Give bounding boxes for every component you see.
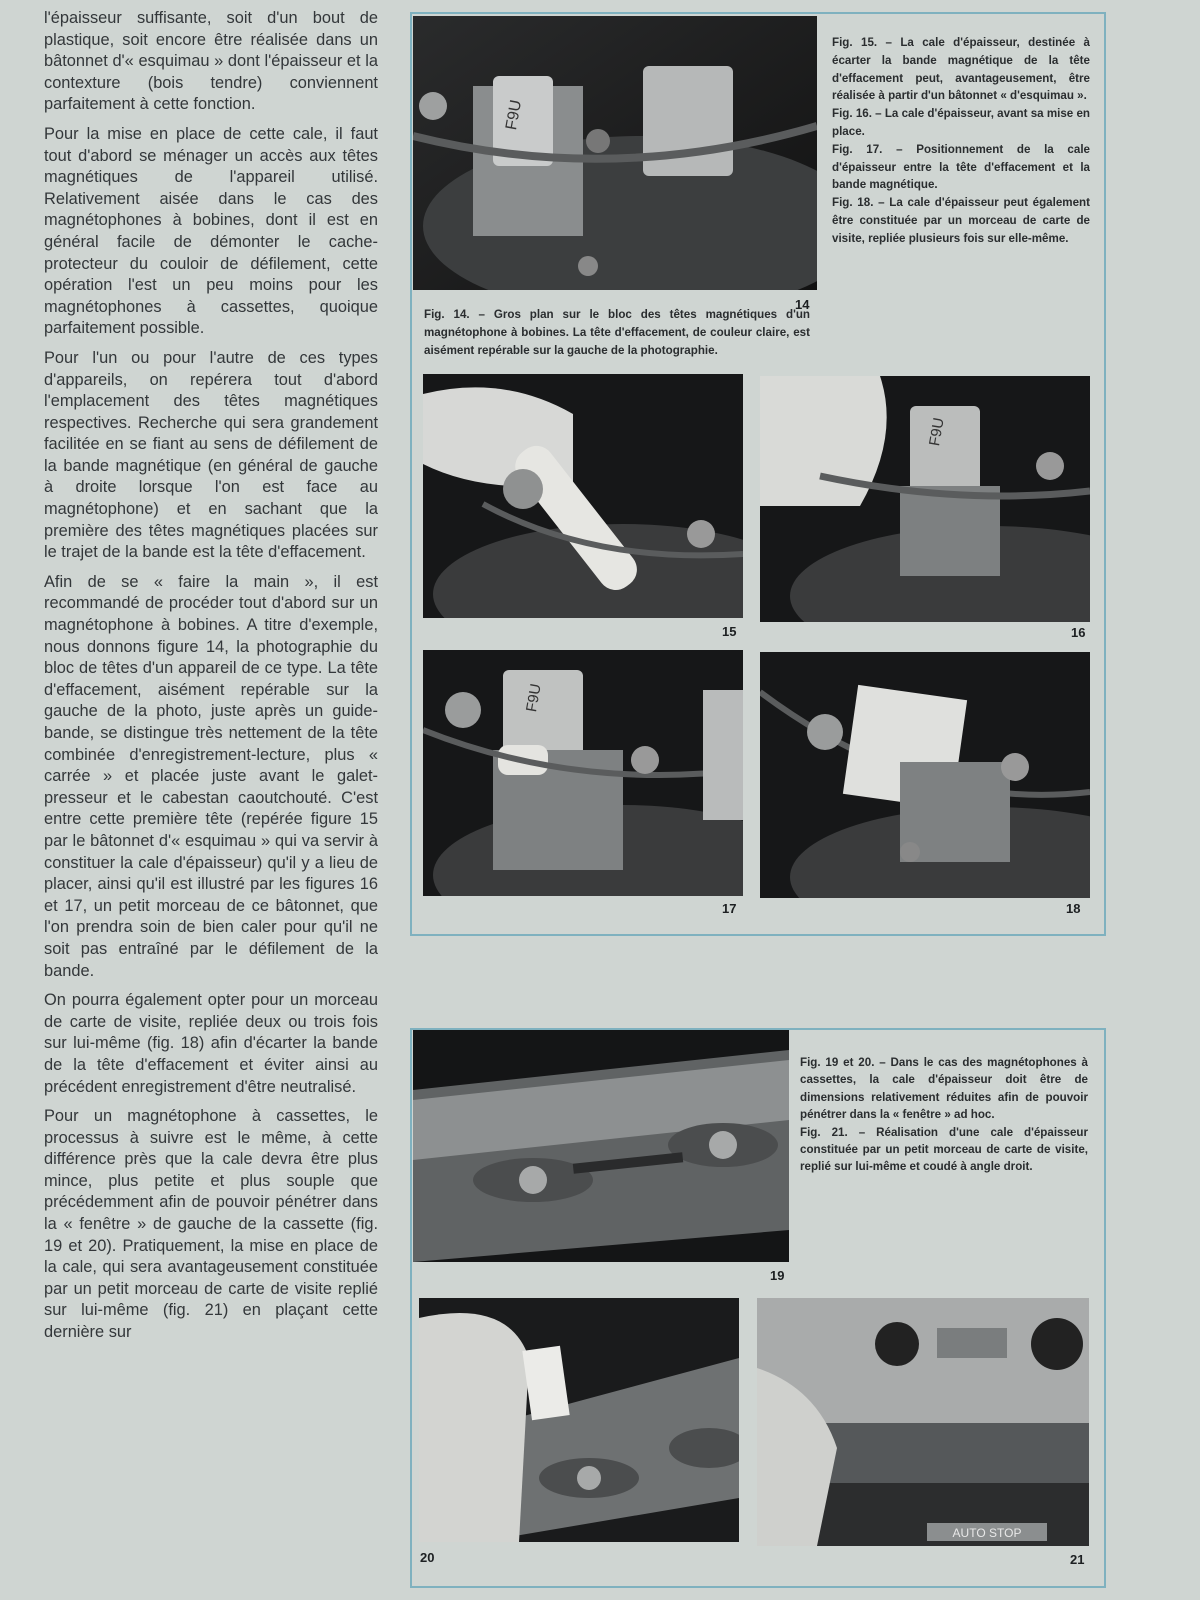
- photo-fig-20: [419, 1298, 739, 1542]
- caption-fig-16: Fig. 16. – La cale d'épaisseur, avant sa mise en place.: [832, 107, 1090, 138]
- fig16-head-label: F9U: [926, 416, 948, 448]
- captions-fig-19-21: [800, 1054, 1088, 1176]
- figure-number-21: 21: [1070, 1552, 1085, 1567]
- figure-number-16: 16: [1071, 625, 1086, 640]
- photo-fig-19-image: [413, 1030, 789, 1262]
- figure-number-19: 19: [770, 1268, 785, 1283]
- caption-fig-18: Fig. 18. – La cale d'épaisseur peut également être constituée par un morceau de carte de visite, repliée plusieurs fois sur elle-même.: [832, 196, 1090, 245]
- photo-fig-17: [423, 650, 743, 896]
- caption-fig-21: Fig. 21. – Réalisation d'une cale d'épaisseur constituée par un petit morceau de carte de visite, replié sur lui-même et coudé à angle droit.: [800, 1125, 1088, 1174]
- photo-fig-15-image: [423, 374, 743, 618]
- article-text-column: [44, 8, 378, 1352]
- article-paragraph: On pourra également opter pour un morceau de carte de visite, repliée deux ou trois fois sur lui-même (fig. 18) afin d'écarter la bande de la tête d'effacement et éviter ainsi au précédent enregistrement d'être neutralisé.: [44, 991, 378, 1096]
- caption-fig-15: Fig. 15. – La cale d'épaisseur, destinée à écarter la bande magnétique de la tête d'effacement peut, avantageusement, être réalisée à partir d'un bâtonnet « d'esquimau ».: [832, 36, 1090, 103]
- fig14-head-label: F9U: [503, 98, 526, 132]
- photo-fig-14-image: [413, 16, 817, 290]
- caption-fig-14: Fig. 14. – Gros plan sur le bloc des têtes magnétiques d'un magnétophone à bobines. La tête d'effacement, de couleur claire, est aisément repérable sur la gauche de la photographie.: [424, 308, 810, 357]
- photo-fig-21-image: [757, 1298, 1089, 1546]
- photo-fig-14: [413, 16, 817, 290]
- article-paragraph: Pour l'un ou pour l'autre de ces types d'appareils, on repérera tout d'abord l'emplacement des têtes magnétiques respectives. Recherche qui sera grandement facilitée en se fiant au sens de défilement de la bande magnétique (en général de gauche à droite lorsque l'on est face au magnétophone) et en sachant que la première des têtes magnétiques placées sur le trajet de la bande est la tête d'effacement.: [44, 348, 378, 562]
- photo-fig-16-image: [760, 376, 1090, 622]
- photo-fig-16: [760, 376, 1090, 622]
- figure-number-15: 15: [722, 624, 737, 639]
- fig17-head-label: F9U: [523, 682, 545, 714]
- auto-stop-label: AUTO STOP: [952, 1526, 1022, 1540]
- photo-fig-18-image: [760, 652, 1090, 898]
- caption-fig-17: Fig. 17. – Positionnement de la cale d'épaisseur entre la tête d'effacement et la bande magnétique.: [832, 142, 1090, 192]
- article-paragraph: l'épaisseur suffisante, soit d'un bout de plastique, soit encore être réalisée dans un bâtonnet d'« esquimau » dont l'épaisseur et la contexture (bois tendre) conviennent parfaitement à cette fonction.: [44, 9, 378, 114]
- figure-number-17: 17: [722, 901, 737, 916]
- article-paragraph: Pour un magnétophone à cassettes, le processus à suivre est le même, à cette différence près que la cale devra être plus mince, plus petite et plus souple que précédemment afin de pouvoir pénétrer dans la « fenêtre » de gauche de la cassette (fig. 19 et 20). Pratiquement, la mise en place de la cale, qui sera avantageusement constituée par un petit morceau de carte de visite replié sur lui-même (fig. 21) en plaçant cette dernière sur: [44, 1107, 378, 1342]
- caption-fig-19-20: Fig. 19 et 20. – Dans le cas des magnétophones à cassettes, la cale d'épaisseur doit être de dimensions relativement réduites afin de pouvoir pénétrer dans la « fenêtre » ad hoc.: [800, 1056, 1088, 1122]
- photo-fig-15: [423, 374, 743, 618]
- article-paragraph: Pour la mise en place de cette cale, il faut tout d'abord se ménager un accès aux têtes magnétiques de l'appareil utilisé. Relativement aisée dans le cas des magnétophones à bobines, dont il est en général facile de démonter le cache-protecteur du couloir de défilement, cette opération l'est un peu moins pour les magnétophones à cassettes, quoique parfaitement possible.: [44, 124, 378, 338]
- photo-fig-17-image: [423, 650, 743, 896]
- article-paragraph: Afin de se « faire la main », il est recommandé de procéder tout d'abord sur un magnétophone à bobines. A titre d'exemple, nous donnons figure 14, la photographie du bloc de têtes d'un appareil de ce type. La tête d'effacement, aisément repérable sur la gauche de la photo, juste après un guide-bande, se distingue très nettement de la tête combinée d'enregistrement-lecture, plus « carrée » et placée juste avant le galet-presseur et le cabestan caoutchouté. C'est entre cette première tête (repérée figure 15 par le bâtonnet d'« esquimau » qui va servir à constituer la cale d'épaisseur) qu'il y a lieu de placer, ainsi qu'il est illustré par les figures 16 et 17, un petit morceau de ce bâtonnet, que l'on prendra soin de bien caler pour qu'il ne soit pas entraîné par le défilement de la bande.: [44, 572, 378, 980]
- photo-fig-18: [760, 652, 1090, 898]
- captions-fig-15-18: [832, 34, 1090, 248]
- figure-number-20: 20: [420, 1550, 435, 1565]
- photo-fig-21: [757, 1298, 1089, 1546]
- figure-number-18: 18: [1066, 901, 1081, 916]
- photo-fig-20-image: [419, 1298, 739, 1542]
- figure-number-14: 14: [795, 297, 810, 312]
- photo-fig-19: [413, 1030, 789, 1262]
